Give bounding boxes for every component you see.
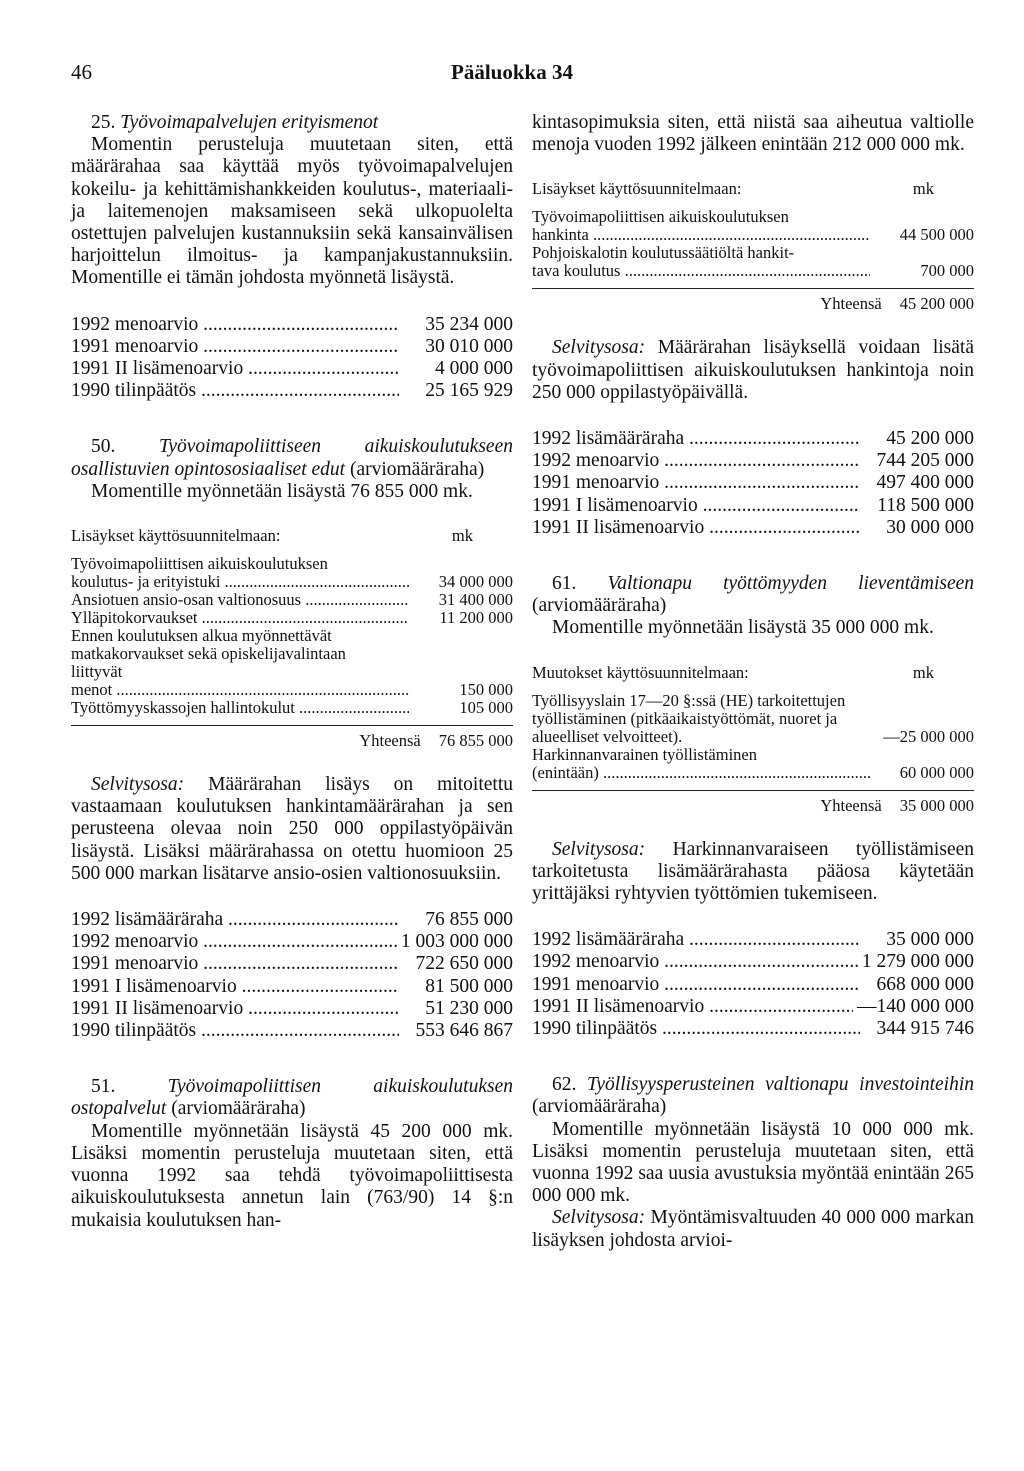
section-25 [71, 112, 513, 402]
section-number: 62. [552, 1074, 577, 1096]
section-50-heading [71, 436, 513, 480]
section-body: Momentille myönnetään lisäystä 45 200 000 mk. Lisäksi momentin perusteluja muutetaan siten, että vuonna 1992 saa tehdä työvoimapoliittisesta aikuiskoulutuksesta annetun lain (763/90) 14 §:n mukaisia koulutuksen han- [71, 1120, 513, 1231]
table-total: Yhteensä 35 000 000 [532, 790, 974, 815]
section-type: (arviomääräraha) [349, 458, 485, 480]
section-51-continued [532, 112, 974, 539]
figure-row: 1991 II lisämenoarvio ..... 30 000 000 [532, 517, 974, 539]
section-body: Momentin perusteluja muutetaan siten, että määrärahaa saa käyttää myös työvoimapalvelujen kokeilu- ja kehittämishankkeiden koulutus-, materiaali- ja laitemenojen maksamiseen sekä ulkopuolelta ostettujen palvelujen kustannuksiin sekä kansainvälisen harjoittelun ilmoitus- ja kampanjakustannuksiin. Momentille ei tämän johdosta myönnetä lisäystä. [71, 134, 513, 289]
table-header: Lisäykset käyttösuunnitelmaan: mk [532, 179, 934, 199]
figure-row: 1990 tilinpäätös ..... 344 915 746 [532, 1018, 974, 1040]
table-row: Työllisyyslain 17—20 §:ssä (HE) tarkoitettujen työllistäminen (pitkäaikaistyöttömät, nuoret ja alueelliset velvoitteet). —25 000 000 [532, 690, 974, 746]
section-number: 61. [552, 573, 577, 595]
section-51-heading [71, 1076, 513, 1120]
figure-row: 1991 menoarvio ..... 30 010 000 [71, 336, 513, 358]
figure-row: 1990 tilinpäätös ..... 553 646 867 [71, 1020, 513, 1042]
allocation-table-51 [532, 180, 974, 313]
section-body: Momentille myönnetään lisäystä 76 855 000 mk. [91, 480, 473, 502]
figure-row: 1992 menoarvio ..... 1 003 000 000 [71, 931, 513, 953]
allocation-table-61 [532, 664, 974, 815]
table-header: Lisäykset käyttösuunnitelmaan: mk [71, 526, 473, 546]
selvitys-paragraph: Selvitysosa: Myöntämisvaltuuden 40 000 000 markan lisäyksen johdosta arvioi- [532, 1207, 975, 1251]
section-61 [532, 573, 974, 1040]
figure-row: 1992 menoarvio ..... 35 234 000 [71, 314, 513, 336]
figure-row: 1991 II lisämenoarvio ..... 51 230 000 [71, 998, 513, 1020]
section-body: kintasopimuksia siten, että niistä saa aiheutua valtiolle menoja vuoden 1992 jälkeen enintään 212 000 000 mk. [532, 112, 974, 156]
section-61-heading [532, 573, 974, 617]
section-number: 50. [91, 436, 116, 458]
table-row: Ylläpitokorvaukset ..... 11 200 000 [71, 609, 513, 627]
figures-25 [71, 314, 513, 403]
section-62 [532, 1074, 974, 1252]
figures-51 [532, 428, 974, 539]
figure-row: 1991 II lisämenoarvio ..... —140 000 000 [532, 996, 974, 1018]
section-type: (arviomääräraha) [532, 1096, 667, 1118]
figure-row: 1991 menoarvio ..... 668 000 000 [532, 974, 974, 996]
figures-61 [532, 929, 974, 1040]
selvitys-paragraph: Selvitysosa: Harkinnanvaraiseen työllistämiseen tarkoitetusta lisämäärärahasta pääosa käytetään yrittäjäksi ryhtyvien työttömien tukemiseen. [532, 838, 974, 905]
page-number: 46 [71, 60, 92, 84]
table-total: Yhteensä 45 200 000 [532, 288, 974, 313]
section-50 [71, 436, 513, 1042]
selvitys-paragraph: Selvitysosa: Määrärahan lisäys on mitoitettu vastaamaan koulutuksen hankintamäärärahan ja sen perusteena olevaa noin 250 000 oppilastyöpäivän lisäystä. Lisäksi määrärahassa on otettu huomioon 25 500 000 markan lisätarve ansio-osien valtionosuuksiin. [71, 774, 513, 884]
figure-row: 1992 lisämääräraha ..... 45 200 000 [532, 428, 974, 450]
section-type: (arviomääräraha) [532, 595, 667, 617]
table-row: Ansiotuen ansio-osan valtionosuus ..... 31 400 000 [71, 591, 513, 609]
section-number: 25. [91, 112, 116, 133]
table-row: Työvoimapoliittisen aikuiskoulutuksen koulutus- ja erityistuki ..... 34 000 000 [71, 555, 513, 591]
section-title: Valtionapu työttömyyden lieventämiseen [607, 573, 975, 595]
page-title: Pääluokka 34 [451, 60, 573, 84]
figure-row: 1992 lisämääräraha ..... 76 855 000 [71, 909, 513, 931]
figure-row: 1992 lisämääräraha ..... 35 000 000 [532, 929, 974, 951]
figure-row: 1991 I lisämenoarvio ..... 118 500 000 [532, 495, 974, 517]
left-column [71, 112, 513, 1232]
table-row: Pohjoiskalotin koulutussäätiöltä hankit- tava koulutus ..... 700 000 [532, 244, 974, 280]
section-title: Työvoimapoliittiseen aikuiskoulutukseen osallistuvien opintososiaaliset edut [71, 436, 513, 480]
table-row: Työvoimapoliittisen aikuiskoulutuksen hankinta ..... 44 500 000 [532, 208, 974, 244]
table-row-cont: menot ..... 150 000 [71, 681, 513, 699]
figure-row: 1991 I lisämenoarvio ..... 81 500 000 [71, 976, 513, 998]
figure-row: 1992 menoarvio ..... 1 279 000 000 [532, 951, 974, 973]
section-title: Työvoimapoliittisen aikuiskoulutuksen ostopalvelut [71, 1076, 513, 1120]
section-25-heading [71, 112, 513, 134]
section-body: Momentille myönnetään lisäystä 10 000 000 mk. Lisäksi momentin perusteluja muutetaan siten, että vuonna 1992 saa uusia avustuksia myöntää enintään 265 000 000 mk. [532, 1118, 974, 1207]
page-header [0, 60, 1024, 90]
section-51 [71, 1076, 513, 1231]
figure-row: 1991 II lisämenoarvio ..... 4 000 000 [71, 358, 513, 380]
table-row: Harkinnanvarainen työllistäminen (enintään) ..... 60 000 000 [532, 746, 974, 782]
section-title: Työvoimapalvelujen erityismenot [120, 112, 379, 133]
allocation-table-50 [71, 527, 513, 750]
figure-row: 1990 tilinpäätös ..... 25 165 929 [71, 380, 513, 402]
right-column [532, 112, 974, 1252]
figure-row: 1991 menoarvio ..... 497 400 000 [532, 472, 974, 494]
section-body: Momentille myönnetään lisäystä 35 000 000 mk. [552, 617, 934, 639]
table-total: Yhteensä 76 855 000 [71, 725, 513, 750]
selvitys-paragraph: Selvitysosa: Määrärahan lisäyksellä voidaan lisätä työvoimapoliittisen aikuiskoulutuksen hankintoja noin 250 000 oppilastyöpäivällä. [532, 337, 974, 403]
table-row: Työttömyyskassojen hallintokulut ..... 105 000 [71, 699, 513, 717]
section-title: Työllisyysperusteinen valtionapu investointeihin [587, 1074, 974, 1096]
table-row: Ennen koulutuksen alkua myönnettävät matkakorvaukset sekä opiskelijavalintaan liittyvät [71, 626, 346, 682]
section-62-heading [532, 1074, 974, 1118]
table-header: Muutokset käyttösuunnitelmaan: mk [532, 662, 934, 682]
figure-row: 1991 menoarvio ..... 722 650 000 [71, 953, 513, 975]
figure-row: 1992 menoarvio ..... 744 205 000 [532, 450, 974, 472]
section-type: (arviomääräraha) [171, 1098, 306, 1120]
section-number: 51. [91, 1076, 116, 1098]
figures-50 [71, 909, 513, 1042]
